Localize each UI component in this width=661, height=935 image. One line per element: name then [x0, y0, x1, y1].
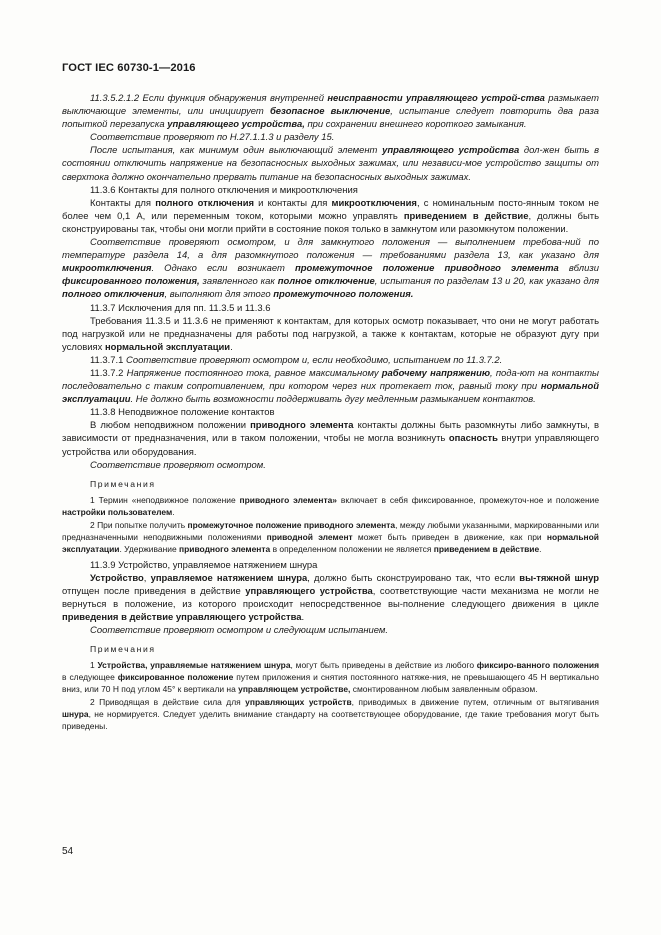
text-run: в определенном положении не является	[270, 543, 434, 554]
text-run: . Не должно быть возможности поддерживать дугу медленным размыканием контактов.	[130, 394, 536, 406]
paragraph-10	[62, 406, 599, 419]
paragraph-2-1	[62, 572, 599, 624]
text-run: Соответствие проверяют по Н.27.1.1.3 и разделу 15.	[90, 132, 335, 144]
defined-term: приводного элемента»	[239, 494, 337, 505]
paragraph-1	[62, 131, 599, 144]
text-run: заявленного как	[199, 276, 278, 288]
text-run: , соответствующие части механизма не могли не вернуться в положение, из которого происходит непосредственное вы-полнение следующего движения в цикле	[62, 586, 599, 611]
defined-term: управляющем устройстве,	[238, 684, 351, 695]
text-run: Напряжение постоянного тока, равное максимальному	[126, 367, 382, 379]
paragraph-2-2	[62, 624, 599, 637]
note-item-0	[62, 494, 599, 518]
text-run: отпущен после приведения в действие	[62, 586, 246, 597]
text-run: и контакты для	[254, 197, 332, 209]
defined-term: опасность	[448, 433, 498, 445]
defined-term: фиксированное положение	[117, 672, 234, 683]
paragraph-4	[62, 197, 599, 236]
defined-term: фиксированного положения,	[62, 276, 200, 288]
defined-term: приводного элемента	[179, 543, 271, 554]
notes-heading-1: Примечания	[90, 478, 156, 489]
text-run: Требования 11.3.5 и 11.3.6 не применяют к контактам, для которых осмотр показывает, что они не могут работать под нагрузкой или не предназначены для работы под нагрузкой, а также к контактам, которые не образуют дугу при условиях	[62, 315, 599, 353]
notes-block-2	[62, 659, 599, 732]
defined-term: нормальной эксплуатации	[62, 531, 599, 554]
text-run: В любом неподвижном положении	[90, 420, 251, 432]
paragraph-9	[62, 367, 599, 406]
text-run: может быть приведен в движение, как при	[352, 531, 547, 542]
text-run: ,	[143, 572, 151, 584]
paragraph-3	[62, 184, 599, 197]
text-run: , должно быть сконструировано так, что если	[307, 572, 520, 584]
text-run: . Однако если возникает	[151, 263, 295, 275]
defined-term: полного отключения	[155, 197, 255, 209]
defined-term: полное отключение	[277, 276, 375, 288]
text-run: После испытания, как минимум один выключающий элемент	[90, 145, 383, 157]
text-run: 11.3.7 Исключения для пп. 11.3.5 и 11.3.6	[90, 302, 271, 314]
defined-term: вы-тяжной шнур	[519, 572, 600, 584]
defined-term: нормальной эксплуатации	[62, 381, 599, 406]
defined-term: неисправности управляющего устрой-ства	[327, 93, 545, 104]
text-run: , испытание следует повторить два раза попыткой перезапуска	[62, 106, 599, 131]
defined-term: рабочему напряжению	[381, 367, 491, 379]
text-run: .	[301, 612, 305, 624]
text-run: внутри управляющего устройства или оборудования.	[62, 433, 599, 458]
text-run: Соответствие проверяют осмотром, и для замкнутого положения — выполнением требова-ний по температуре раздела 14, а для разомкнутого положения — требованиями раздела 13, как указано для	[62, 237, 599, 262]
defined-term: Устройства, управляемые натяжением шнура	[97, 660, 291, 671]
text-run: , должны быть сконструированы так, чтобы они могли прийти в состояние покоя только в замкнутом или разомкнутом положении.	[62, 210, 599, 235]
defined-term: фиксиро-ванного положения	[476, 660, 600, 671]
text-run: Если функция обнаружения внутренней	[142, 93, 328, 104]
defined-term: полного отключения	[62, 289, 165, 301]
text-run: 2 При попытке получить	[90, 519, 188, 530]
defined-term: нормальной эксплуатации	[104, 341, 231, 353]
text-run: , приводимых в движение путем, отличным от вытягивания	[351, 697, 599, 708]
notes-block-1	[62, 494, 599, 555]
defined-term: приведением в действие	[403, 210, 529, 222]
paragraph-0	[62, 92, 599, 131]
paragraphs-block-1	[62, 92, 599, 472]
text-run: , испытания по разделам 13 и 20, как указано для	[374, 276, 600, 288]
text-run: Соответствие проверяют осмотром.	[90, 459, 266, 471]
defined-term: приводной элемент	[266, 531, 353, 542]
defined-term: управляемое натяжением шнура	[150, 572, 308, 584]
text-run: , не нормируется. Следует уделить внимание стандарту на соответствующее оборудование, где такие требования могут быть приведены.	[62, 709, 599, 732]
text-run: 11.3.7.2	[90, 367, 127, 379]
paragraph-7	[62, 315, 599, 354]
defined-term: микроотключения	[62, 263, 152, 275]
defined-term: управляющего устройства	[245, 586, 373, 597]
paragraph-12	[62, 459, 599, 472]
text-run: вблизи	[558, 263, 599, 275]
page-number: 54	[62, 846, 74, 857]
text-run: 1	[90, 660, 98, 671]
paragraph-8	[62, 354, 599, 367]
defined-term: Устройство	[90, 572, 144, 584]
defined-term: шнура	[62, 709, 89, 720]
text-run: , могут быть приведены в действие из любого	[290, 660, 477, 671]
text-run: Соответствие проверяют осмотром и следующим испытанием.	[90, 625, 389, 637]
text-run: в следующее	[62, 672, 118, 683]
defined-term: управляющего устройства,	[167, 119, 305, 131]
document-body	[62, 92, 599, 732]
note-item-2-1	[62, 696, 599, 732]
defined-term: приводного элемента	[250, 420, 354, 432]
text-run: размыкает выключающие элементы, или инициирует	[62, 93, 599, 118]
text-run: , между любыми указанными, маркированными или предназначенными неподвижными положениями	[62, 519, 599, 542]
text-run: .	[539, 543, 542, 554]
defined-term: приведением в действие	[433, 543, 540, 554]
text-run: Соответствие проверяют осмотром и, если необходимо, испытанием по 11.3.7.2.	[126, 354, 503, 366]
text-run: при сохранении внешнего короткого замыкания.	[304, 119, 527, 131]
text-run: 11.3.7.1	[90, 354, 127, 366]
defined-term: микроотключения	[331, 197, 417, 209]
paragraph-2-0	[62, 559, 599, 572]
text-run: путем приложения и снятия постоянного натяже-ния, не превышающего 45 Н вертикально вниз, или 70 Н под углом 45° к вертикали на	[62, 672, 600, 695]
standard-header: ГОСТ IEC 60730-1—2016	[62, 62, 196, 74]
text-run: 1 Термин «неподвижное положение	[90, 494, 240, 505]
text-run: .	[172, 506, 175, 517]
text-run: дол-жен быть в состоянии отключить напряжение на безопасносных выходных зажимах, или независи-мое устройство защиты от сверхтока должно окончательно прервать питание на безопасносных выходных зажимах.	[62, 145, 599, 183]
text-run: 2 Приводящая в действие сила для	[90, 697, 246, 708]
defined-term: промежуточное положение приводного элемента	[187, 519, 396, 530]
paragraph-6	[62, 302, 599, 315]
text-run: контакты должны быть разомкнуты либо замкнуты, в зависимости от предназначения, или в таком положении, чтобы не могла возникнуть	[62, 420, 599, 445]
paragraphs-block-2	[62, 559, 599, 638]
notes-heading-2: Примечания	[90, 644, 156, 655]
defined-term: безопасное выключение	[269, 106, 391, 118]
text-run: 11.3.6 Контакты для полного отключения и микроотключения	[90, 184, 358, 196]
text-run: включает в себя фиксированное, промежуточ-ное и положение	[337, 494, 600, 505]
text-run: 11.3.5.2.1.2	[90, 93, 143, 104]
defined-term: настройки пользователем	[62, 506, 173, 517]
text-run: , пода-ют на контакты последовательно с таким сопротивлением, при котором через них протекает ток, равный току при	[62, 367, 599, 393]
text-run: Контакты для	[90, 197, 156, 209]
paragraph-5	[62, 236, 599, 301]
text-run: .	[230, 341, 233, 353]
defined-term: промежуточного положения.	[273, 289, 414, 301]
text-run: 11.3.8 Неподвижное положение контактов	[90, 407, 275, 419]
defined-term: управляющих устройств	[245, 697, 352, 708]
text-run: 11.3.9 Устройство, управляемое натяжением шнура	[90, 559, 318, 571]
text-run: , выполняют для этого	[164, 289, 274, 301]
text-run: . Удерживание	[119, 543, 180, 554]
defined-term: приведения в действие управляющего устройства	[62, 612, 302, 624]
text-run: смонтированном любым заявленным образом.	[350, 684, 538, 695]
defined-term: управляющего устройства	[382, 145, 520, 157]
paragraph-11	[62, 419, 599, 458]
note-item-1	[62, 519, 599, 555]
paragraph-2	[62, 144, 599, 183]
note-item-2-0	[62, 659, 599, 695]
text-run: , с номинальным посто-янным током не более чем 0,1 А, или переменным током, которыми можно управлять	[62, 197, 599, 222]
defined-term: промежуточное положение приводного элемента	[295, 263, 559, 275]
